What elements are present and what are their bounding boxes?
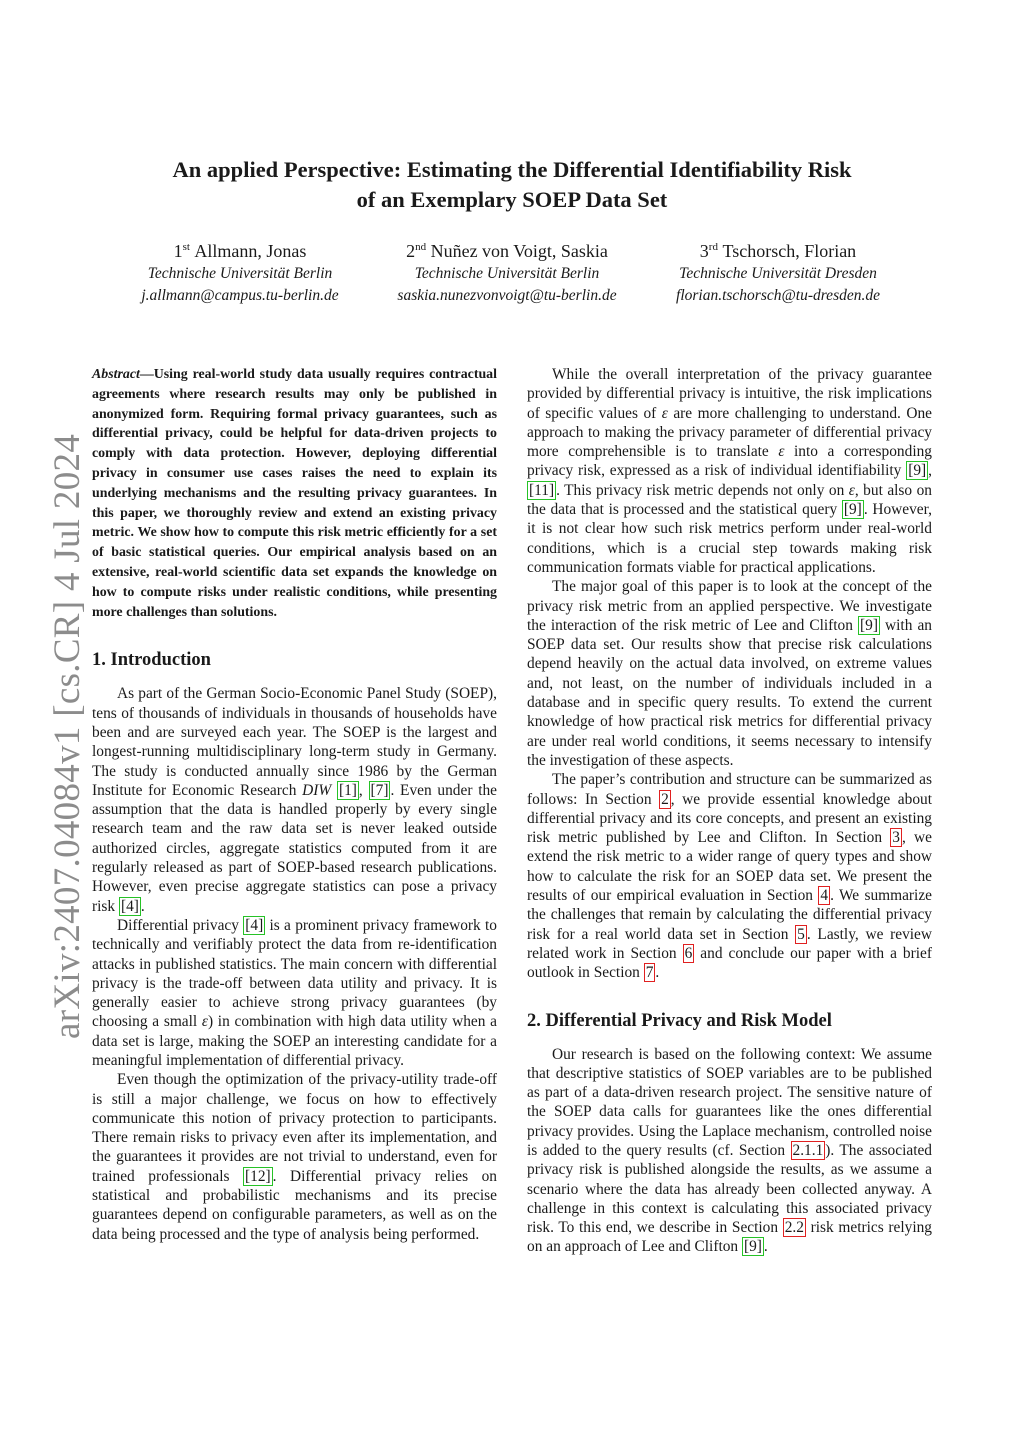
citation-link[interactable]: [12]: [245, 1167, 271, 1185]
author-name: Allmann, Jonas: [194, 241, 307, 261]
author-affiliation: Technische Universität Berlin: [147, 265, 333, 282]
abstract-text: —Using real-world study data usually requires contractual agreements where research results may only be published in anonymized form. Requiring formal privacy guarantees, such as differential privacy, could be helpful for data-driven projects to comply with data protection. However, deploying differential privacy in consumer use cases raises the need to explain its underlying mechanisms and the resulting privacy guarantees. In this paper, we thoroughly review and extend an existing privacy metric. We show how to compute this risk metric efficiently for a set of basic statistical queries. Our empirical analysis based on an extensive, real-world scientific data set expands the knowledge on how to compute risks under realistic conditions, while presenting more challenges than solutions.: [92, 367, 497, 620]
citation-link[interactable]: [9]: [743, 1238, 762, 1256]
citation-link[interactable]: [4]: [245, 916, 264, 934]
intro-paragraph-1: As part of the German Socio-Economic Panel Study (SOEP), tens of thousands of individuals in thousands of households have been and are surveyed each year. The SOEP is the largest and longest-running multidisciplinary long-term study in Germany. The study is conducted annually since 1986 by the German Institute for Economic Research DIW [1] , [7] . Even under the assumption that the data is handled properly by every single research team and the raw data set is never leaked outside authorized circles, aggregate statistics computed from it are regularly released as part of SOEP-based research publications. However, even precise aggregate statistics can pose a privacy risk [4] .: [92, 685, 498, 915]
citation-link[interactable]: [9]: [843, 501, 862, 519]
citation-link[interactable]: [9]: [908, 462, 927, 480]
right-paragraph-2: The major goal of this paper is to look at the concept of the privacy risk metric from an applied perspective. We investigate the interaction of the risk metric of Lee and Clifton [9] with an SOEP data set. Our results show that precise risk calculations depend heavily on the actual data involved, on extreme values and, not least, on the number of individuals included in a database and in specific query results. To extend the current knowledge of how practical risk metrics for differential privacy are under real world conditions, it seems necessary to intensify the investigation of these aspects.: [527, 578, 932, 769]
left-column: [92, 365, 497, 1244]
right-paragraph-1: While the overall interpretation of the privacy guarantee provided by differential privacy is intuitive, the risk implications of specific values of ε are more challenging to understand. One approach to making the privacy parameter of differential privacy more comprehensible is to translate ε into a corresponding privacy risk, expressed as a risk of individual identifiability [9] , [11] . This privacy risk metric depends not only on ε, but also on the data that is processed and the statistical query [9] . However, it is not clear how such risk metrics perform under real-world conditions, which is a crucial step towards making risk communication formats viable for practical applications.: [527, 366, 932, 576]
citation-link[interactable]: [11]: [529, 481, 555, 499]
right-paragraph-4: Our research is based on the following context: We assume that descriptive statistics of SOEP variables are to be published as part of a data-driven research project. The sensitive nature of the SOEP data calls for guarantees like the ones differential privacy provides. Using the Laplace mechanism, controlled noise is added to the query results (cf. Section 2.1.1 ). The associated privacy risk is published alongside the results, as we assume a scenario where the data has already been collected anyway. A challenge in this context is calculating this associated privacy risk. To this end, we describe in Section 2.2 risk metrics relying on an approach of Lee and Clifton [9] .: [527, 1045, 932, 1256]
citation-link[interactable]: [4]: [120, 897, 139, 915]
intro-paragraph-3: Even though the optimization of the privacy-utility trade-off is still a major challenge, we focus on how to effectively communicate this notion of privacy protection to participants. There remain risks to privacy even after its implementation, and the guarantees it provides are not trivial to understand, even for trained professionals [12] . Differential privacy relies on statistical and probabilistic mechanisms and its precise guarantees depend on configurable parameters, as well as on the data being processed and the type of analysis being performed.: [92, 1071, 497, 1243]
section-link[interactable]: 2.2: [784, 1219, 804, 1237]
section-link[interactable]: 2: [661, 790, 669, 808]
author-3: 3rd Tschorsch, Florian Technische Universität Dresden florian.tschorsch@tu-dresden.de: [628, 236, 928, 307]
author-affiliation: Technische Universität Dresden: [679, 265, 877, 282]
author-name: Tschorsch, Florian: [722, 241, 857, 261]
right-column: [527, 365, 932, 1257]
section-heading-differential-privacy: 2. Differential Privacy and Risk Model: [527, 1010, 832, 1031]
title-line-2: of an Exemplary SOEP Data Set: [356, 187, 668, 212]
right-paragraph-3: The paper’s contribution and structure can be summarized as follows: In Section 2 , we provide essential knowledge about differential privacy and its core concepts, and present an existing risk metric published by Lee and Clifton. In Section 3 , we extend the risk metric to a wider range of query types and show how to calculate the risk for an SOEP data set. We present the results of our empirical evaluation in Section 4 . We summarize the challenges that remain by calculating the differential privacy risk for a real world data set in Section 5 . Lastly, we review related work in Section 6 and conclude our paper with a brief outlook in Section 7 .: [527, 771, 932, 982]
abstract-label: Abstract: [92, 367, 140, 382]
author-2: 2nd Nuñez von Voigt, Saskia Technische Universität Berlin saskia.nunezvonvoigt@tu-berlin.de: [357, 236, 657, 307]
paper-title: [100, 155, 924, 215]
citation-link[interactable]: [7]: [370, 781, 389, 799]
section-link[interactable]: 4: [820, 887, 829, 905]
section-heading-introduction: 1. Introduction: [92, 650, 211, 671]
author-name: Nuñez von Voigt, Saskia: [430, 241, 608, 261]
citation-link[interactable]: [1]: [338, 781, 357, 799]
author-email[interactable]: saskia.nunezvonvoigt@tu-berlin.de: [397, 287, 617, 304]
intro-paragraph-2: Differential privacy [4] is a prominent privacy framework to technically and verifiably protect the data from re-identification attacks in published statistics. The main concern with differential privacy is the trade-off between data utility and privacy. It is generally easier to achieve strong privacy guarantees (by choosing a small ε) in combination with high data utility when a data set is large, making the SOEP an interesting candidate for a meaningful implementation of differential privacy.: [92, 916, 497, 1069]
abstract: [92, 365, 497, 622]
arxiv-identifier: arXiv:2407.04084v1 [cs.CR] 4 Jul 2024: [47, 433, 88, 1039]
section-link[interactable]: 7: [645, 964, 654, 982]
section-link[interactable]: 6: [684, 944, 693, 962]
author-affiliation: Technische Universität Berlin: [414, 265, 600, 282]
section-link[interactable]: 3: [892, 829, 900, 847]
section-link[interactable]: 5: [797, 925, 805, 943]
title-line-1: An applied Perspective: Estimating the Differential Identifiability Risk: [172, 157, 852, 182]
author-email[interactable]: florian.tschorsch@tu-dresden.de: [676, 287, 880, 304]
author-1: 1st Allmann, Jonas Technische Universität Berlin j.allmann@campus.tu-berlin.de: [90, 236, 390, 307]
author-email[interactable]: j.allmann@campus.tu-berlin.de: [141, 287, 339, 304]
section-link[interactable]: 2.1.1: [792, 1141, 824, 1159]
citation-link[interactable]: [9]: [860, 616, 878, 634]
